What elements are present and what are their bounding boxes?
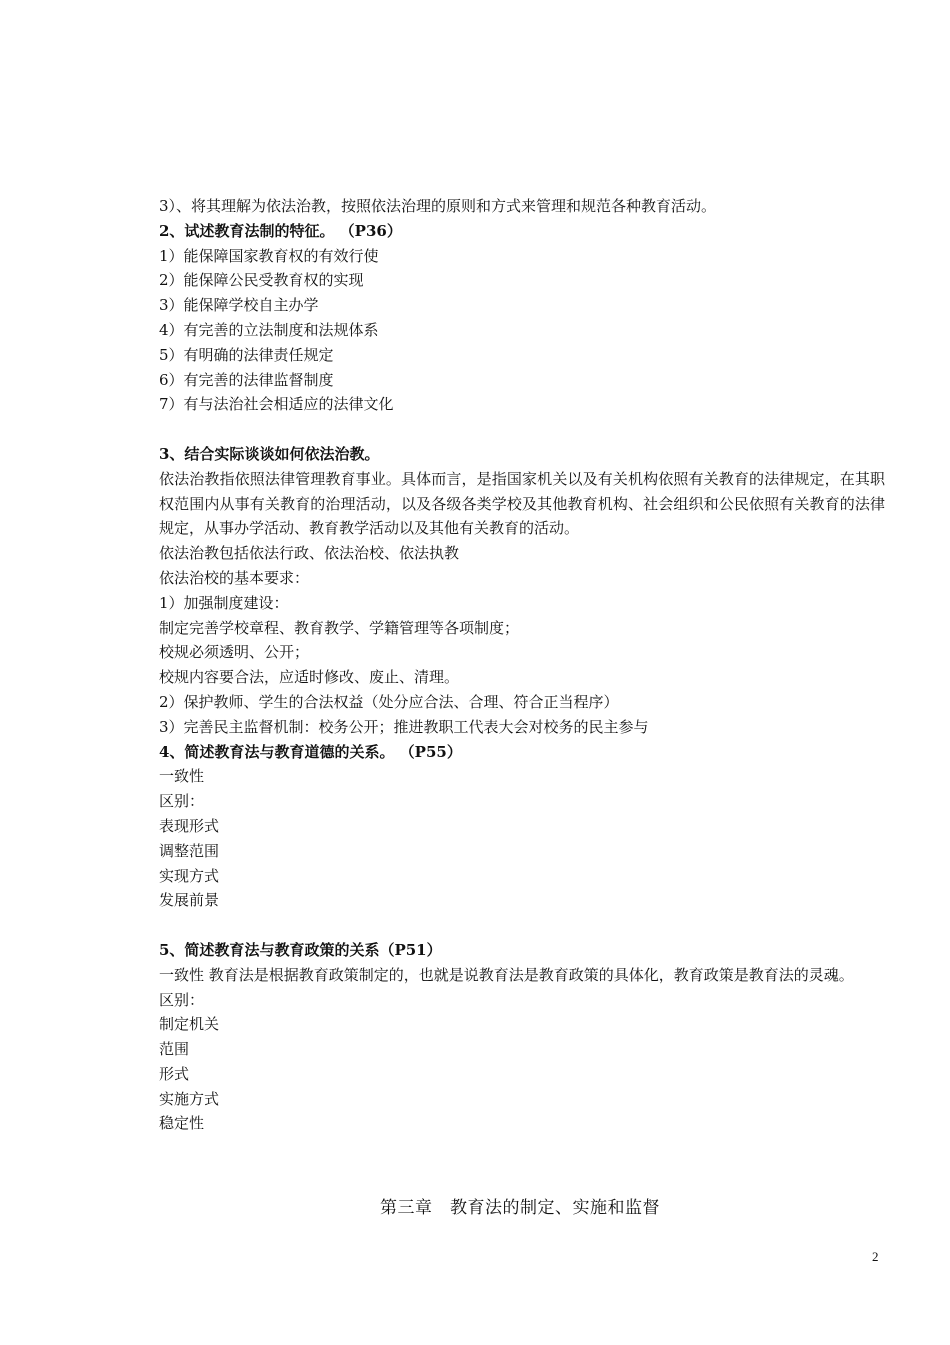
- blank-line: [159, 417, 885, 442]
- section-heading: 5、简述教育法与教育政策的关系（P51）: [159, 940, 442, 959]
- text-line: 发展前景: [159, 891, 220, 910]
- text-line: 校规必须透明、公开；: [159, 643, 310, 662]
- text-line: 1）能保障国家教育权的有效行使: [159, 246, 379, 265]
- text-line: 调整范围: [159, 841, 220, 860]
- text-line: 2）能保障公民受教育权的实现: [159, 271, 364, 290]
- section-heading: 4、简述教育法与教育道德的关系。 （P55）: [159, 742, 462, 761]
- text-line: 4）有完善的立法制度和法规体系: [159, 320, 379, 339]
- text-line: 5）有明确的法律责任规定: [159, 345, 334, 364]
- text-line: 区别：: [159, 792, 205, 811]
- section-heading: 2、试述教育法制的特征。 （P36）: [159, 221, 402, 240]
- text-line: 3）能保障学校自主办学: [159, 296, 319, 315]
- paragraph: 一致性 教育法是根据教育政策制定的，也就是说教育法是教育政策的具体化，教育政策是教育法的灵魂。: [159, 965, 854, 984]
- text-line: 校规内容要合法，应适时修改、废止、清理。: [159, 668, 460, 687]
- page-number: 2: [872, 1249, 879, 1264]
- text-line: 表现形式: [159, 816, 220, 835]
- document-body: [159, 194, 885, 1136]
- text-line: 制定机关: [159, 1015, 220, 1034]
- text-line: 6）有完善的法律监督制度: [159, 370, 334, 389]
- text-line: 依法治校的基本要求：: [159, 568, 310, 587]
- text-line: 实现方式: [159, 866, 220, 885]
- text-line: 依法治教包括依法行政、依法治校、依法执教: [159, 544, 460, 563]
- paragraph: 依法治教指依照法律管理教育事业。具体而言，是指国家机关以及有关机构依照有关教育的法律规定，在其职权范围内从事有关教育的治理活动，以及各级各类学校及其他教育机构、社会组织和公民依照有关教育的法律规定，从事办学活动、教育教学活动以及其他有关教育的活动。: [159, 469, 885, 538]
- text-line: 形式: [159, 1064, 190, 1083]
- text-line: 1）加强制度建设：: [159, 593, 289, 612]
- text-line: 制定完善学校章程、教育教学、学籍管理等各项制度；: [159, 618, 520, 637]
- text-line: 2）保护教师、学生的合法权益（处分应合法、合理、符合正当程序）: [159, 692, 619, 711]
- text-line: 实施方式: [159, 1089, 220, 1108]
- section-heading: 3、结合实际谈谈如何依法治教。: [159, 444, 380, 463]
- text-line: 范围: [159, 1040, 190, 1059]
- text-line: 7）有与法治社会相适应的法律文化: [159, 395, 394, 414]
- text-line: 区别：: [159, 990, 205, 1009]
- chapter-title: 第三章 教育法的制定、实施和监督: [380, 1198, 660, 1218]
- text-line: 3）、将其理解为依法治教，按照依法治理的原则和方式来管理和规范各种教育活动。: [159, 197, 717, 215]
- text-line: 稳定性: [159, 1114, 205, 1133]
- text-line: 一致性: [159, 767, 205, 786]
- text-line: 3）完善民主监督机制：校务公开；推进教职工代表大会对校务的民主参与: [159, 717, 649, 736]
- blank-line: [159, 913, 885, 938]
